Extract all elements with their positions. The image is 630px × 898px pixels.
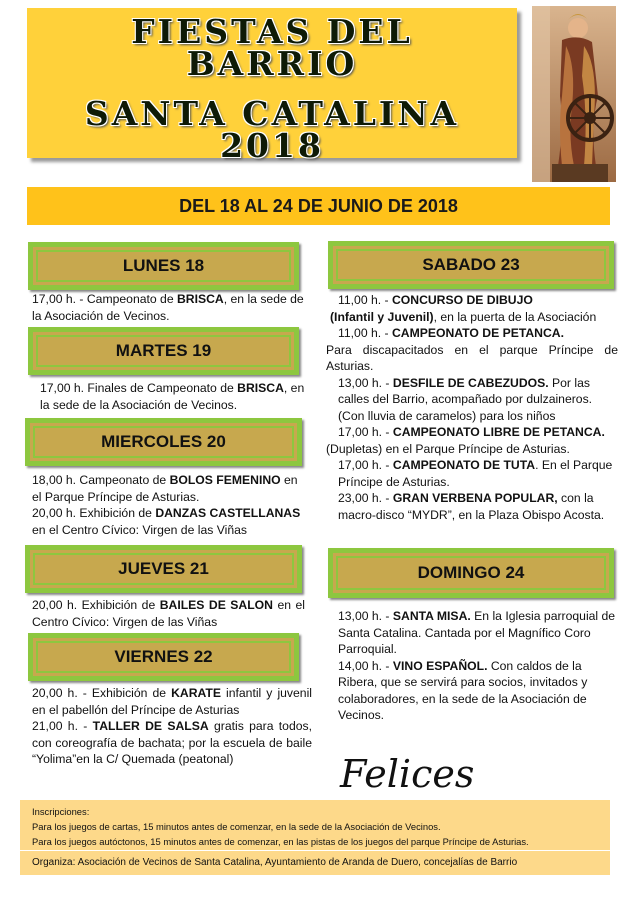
event-item: 21,00 h. - TALLER DE SALSA gratis para todos, con coreografía de bachata; por la escuela de baile “Yolima”en la C/ Quemada (peatonal) bbox=[32, 719, 312, 766]
event-item: 23,00 h. - GRAN VERBENA POPULAR, con la macro-disco “MYDR”, en la Plaza Obispo Acosta. bbox=[338, 491, 605, 522]
event-item: (Dupletas) en el Parque Príncipe de Asturias. bbox=[326, 441, 570, 456]
day-label-lunes: LUNES 18 bbox=[122, 256, 205, 275]
felices-fiestas-greeting: Felices bbox=[340, 752, 475, 796]
event-item: 20,00 h. Exhibición de DANZAS CASTELLANAS en el Centro Cívico: Virgen de las Viñas bbox=[32, 506, 301, 537]
day-label-sabado: SABADO 23 bbox=[422, 255, 520, 274]
day-label-miercoles: MIERCOLES 20 bbox=[101, 432, 226, 451]
title-line-2: BARRIO bbox=[186, 44, 358, 83]
inscripciones-line-2: Para los juegos autóctonos, 15 minutos antes de comenzar, en las pistas de los juegos del parque Príncipe de Asturias. bbox=[32, 836, 529, 847]
event-item: 20,00 h. Exhibición de BAILES DE SALON en el Centro Cívico: Virgen de las Viñas bbox=[32, 598, 305, 629]
events-sabado bbox=[326, 292, 618, 523]
title-line-3: SANTA CATALINA bbox=[84, 94, 460, 133]
event-item: 20,00 h. - Exhibición de KARATE infantil y juvenil en el pabellón del Príncipe de Asturias bbox=[32, 686, 312, 717]
event-item: 11,00 h. - CAMPEONATO DE PETANCA. bbox=[338, 326, 564, 340]
event-item: 17,00 h. Finales de Campeonato de BRISCA, en la sede de la Asociación de Vecinos. bbox=[40, 381, 305, 412]
day-label-jueves: JUEVES 21 bbox=[118, 559, 209, 578]
events-jueves bbox=[20, 597, 305, 630]
day-label-viernes: VIERNES 22 bbox=[114, 647, 213, 666]
events-domingo bbox=[326, 608, 618, 724]
poster-title bbox=[27, 8, 517, 165]
title-line-1: FIESTAS DEL bbox=[131, 12, 413, 51]
events-martes bbox=[20, 380, 305, 413]
event-item: 17,00 h. - CAMPEONATO LIBRE DE PETANCA. bbox=[338, 425, 605, 439]
inscripciones-line-1: Para los juegos de cartas, 15 minutos antes de comenzar, en la sede de la Asociación de Vecinos. bbox=[32, 821, 441, 832]
day-header-miercoles bbox=[25, 418, 302, 466]
day-header-domingo bbox=[328, 548, 614, 598]
event-item: Para discapacitados en el parque Príncipe de Asturias. bbox=[326, 342, 618, 373]
event-item: 11,00 h. - CONCURSO DE DIBUJO bbox=[338, 293, 533, 307]
inscripciones-heading: Inscripciones: bbox=[32, 806, 90, 817]
day-header-lunes bbox=[28, 242, 299, 290]
inscripciones-box bbox=[20, 800, 610, 850]
event-item: 13,00 h. - SANTA MISA. En la Iglesia parroquial de Santa Catalina. Cantada por el Magnífico Coro Parroquial. bbox=[338, 609, 616, 656]
statue-illustration bbox=[532, 6, 616, 182]
event-item: 18,00 h. Campeonato de BOLOS FEMENINO en el Parque Príncipe de Asturias. bbox=[32, 473, 298, 504]
day-label-martes: MARTES 19 bbox=[115, 341, 212, 360]
event-item: 17,00 h. - Campeonato de BRISCA, en la sede de la Asociación de Vecinos. bbox=[32, 292, 304, 323]
organiza-line: Organiza: Asociación de Vecinos de Santa Catalina, Ayuntamiento de Aranda de Duero, concejalías de Barrio bbox=[20, 851, 610, 875]
events-lunes bbox=[20, 291, 305, 324]
title-line-4: 2018 bbox=[220, 126, 324, 165]
day-header-viernes bbox=[28, 633, 299, 681]
day-label-domingo: DOMINGO 24 bbox=[417, 563, 525, 582]
day-header-jueves bbox=[25, 545, 302, 593]
date-range-banner: DEL 18 AL 24 DE JUNIO DE 2018 bbox=[27, 187, 610, 225]
saint-catalina-statue-image bbox=[532, 6, 616, 182]
events-viernes bbox=[20, 685, 312, 768]
events-miercoles bbox=[20, 472, 305, 538]
day-header-sabado bbox=[328, 241, 614, 289]
event-item: 14,00 h. - VINO ESPAÑOL. Con caldos de la Ribera, que se servirá para socios, invitados y colaboradores, en la sede de la Asociación de Vecinos. bbox=[338, 658, 588, 722]
event-item: (Infantil y Juvenil), en la puerta de la Asociación bbox=[330, 309, 597, 324]
event-item: 17,00 h. - CAMPEONATO DE TUTA. En el Parque Príncipe de Asturias. bbox=[338, 458, 613, 489]
day-header-martes bbox=[28, 327, 299, 375]
event-item: 13,00 h. - DESFILE DE CABEZUDOS. Por las calles del Barrio, acompañado por dulzaineros. (Con lluvia de caramelos) para los niños bbox=[338, 375, 593, 423]
